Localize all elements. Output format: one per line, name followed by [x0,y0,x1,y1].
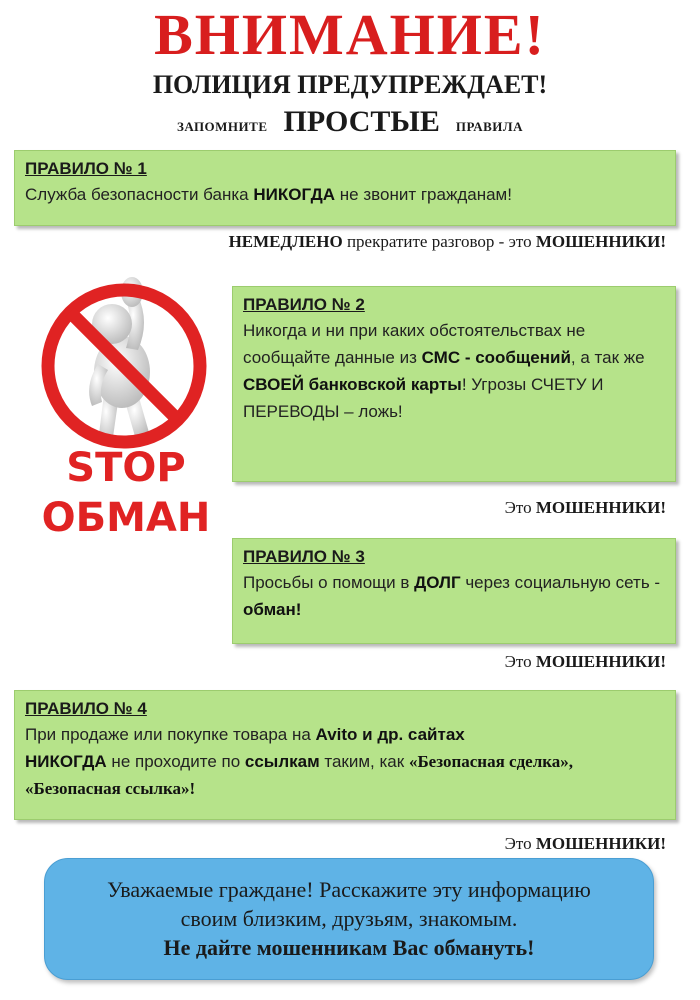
footer-callout [44,858,654,980]
rule-4-heading: ПРАВИЛО № 4 [25,699,147,718]
rules-caption-left: ЗАПОМНИТЕ [177,119,268,134]
rule-2-heading: ПРАВИЛО № 2 [243,295,365,314]
page-subtitle: ПОЛИЦИЯ ПРЕДУПРЕЖДАЕТ! [152,70,548,99]
rule-2-note: Это МОШЕННИКИ! [504,498,666,517]
obman-word: ОБМАН [41,495,211,541]
rule-2-text: Никогда и ни при каких обстоятельствах не сообщайте данные из СМС - сообщений, а так же СВОЕЙ банковской карты! Угрозы СЧЕТУ И ПЕРЕВОДЫ – ложь! [243,321,645,421]
stop-person-icon [26,274,226,454]
rule-1-heading: ПРАВИЛО № 1 [25,159,147,178]
footer-line-2: своим близким, друзьям, знакомым. [180,906,518,931]
rules-caption [0,104,700,145]
rule-1-note: НЕМЕДЛЕНО прекратите разговор - это МОШЕННИКИ! [228,232,666,251]
rule-3-note: Это МОШЕННИКИ! [504,652,666,671]
rule-3-box [232,538,676,644]
rule-1-text: Служба безопасности банка НИКОГДА не звонит гражданам! [25,185,512,204]
page-title: ВНИМАНИЕ! [154,2,546,67]
rule-1-box [14,150,676,226]
rule-2-box [232,286,676,482]
rules-caption-right: ПРАВИЛА [455,119,523,134]
rules-caption-mid: ПРОСТЫЕ [283,105,440,138]
rule-3-heading: ПРАВИЛО № 3 [243,547,365,566]
rule-4-note: Это МОШЕННИКИ! [504,834,666,853]
rule-4-text: При продаже или покупке товара на Avito и др. сайтах НИКОГДА не проходите по ссылкам таким, как «Безопасная сделка», «Безопасная ссылка»! [25,725,574,798]
footer-line-1: Уважаемые граждане! Расскажите эту информацию [107,877,591,902]
footer-line-3: Не дайте мошенникам Вас обмануть! [163,935,535,960]
stop-sign-illustration [26,274,226,554]
stop-word: STOP [66,445,186,491]
rule-3-text: Просьбы о помощи в ДОЛГ через социальную сеть - обман! [243,573,661,619]
rule-4-box [14,690,676,820]
